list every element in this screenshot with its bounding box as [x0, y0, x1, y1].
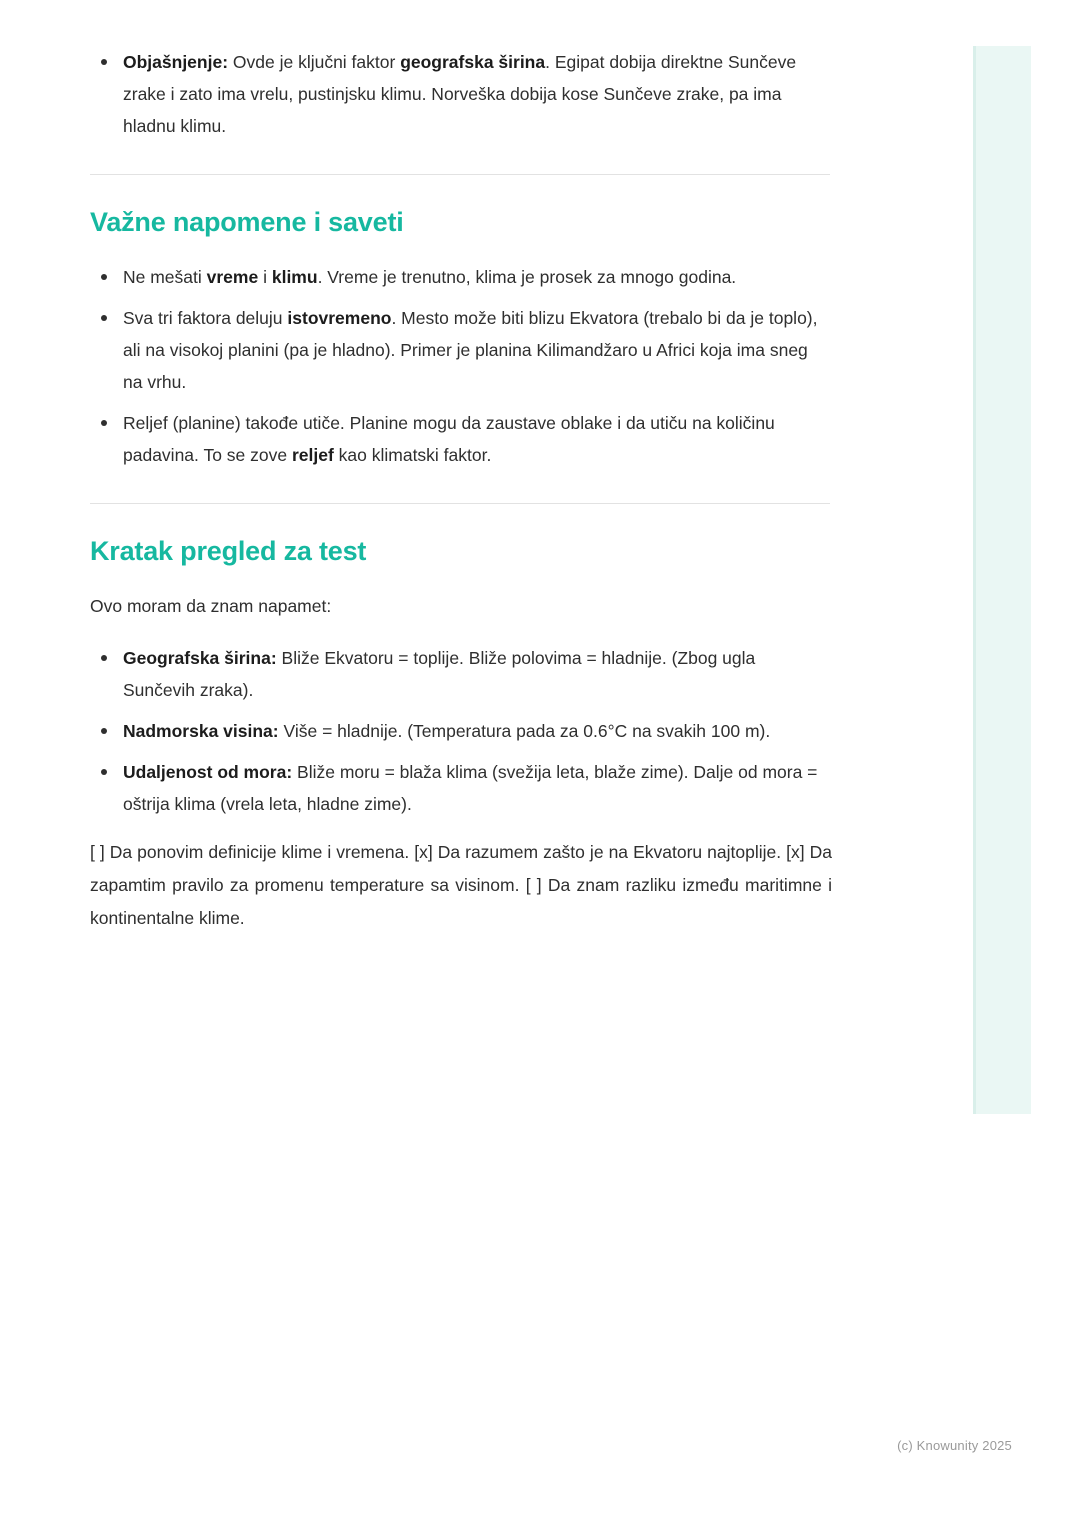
bullet-inline-bold: geografska širina — [400, 52, 546, 72]
note-text-2: . Mesto može biti blizu Ekvatora (trebalo bi da je toplo), ali na visokoj planini (pa je hladno). Primer je planina Kilimandžaro u Africi koja ima sneg na vrhu. — [123, 308, 818, 392]
note-text-1: Sva tri faktora deluju — [123, 308, 288, 328]
note-bold-1: vreme — [206, 267, 259, 287]
note-text-1: Reljef (planine) takođe utiče. Planine mogu da zaustave oblake i da utiču na količinu padavina. To se zove — [123, 413, 775, 465]
section-heading-notes: Važne napomene i saveti — [90, 207, 404, 237]
list-item — [90, 261, 832, 293]
note-text-2: i — [258, 267, 272, 287]
note-bold-1: istovremeno — [287, 308, 392, 328]
list-item — [90, 715, 832, 747]
side-accent-rail — [973, 46, 1031, 1114]
document-content — [90, 46, 832, 935]
notes-bullet-list — [90, 261, 832, 471]
bullet-label: Objašnjenje: — [123, 52, 229, 72]
note-text-1: Ne mešati — [123, 267, 207, 287]
review-label: Udaljenost od mora: — [123, 762, 293, 782]
list-item — [90, 302, 832, 398]
note-bold-2: klimu — [271, 267, 318, 287]
review-intro-text: Ovo moram da znam napamet: — [90, 596, 332, 616]
page-footer-copyright: (c) Knowunity 2025 — [897, 1438, 1012, 1453]
review-bullet-list — [90, 642, 832, 820]
bullet-text-2: . Egipat dobija direktne Sunčeve zrake i zato ima vrelu, pustinjsku klimu. Norveška dobija kose Sunčeve zrake, pa ima hladnu klimu. — [123, 52, 797, 136]
review-text: Bliže moru = blaža klima (svežija leta, blaže zime). Dalje od mora = oštrija klima (vrela leta, hladne zime). — [123, 762, 818, 814]
section-divider — [90, 174, 830, 175]
review-text: Više = hladnije. (Temperatura pada za 0.6°C na svakih 100 m). — [278, 721, 771, 741]
review-label: Nadmorska visina: — [123, 721, 279, 741]
note-bold-1: reljef — [291, 445, 334, 465]
list-item — [90, 642, 832, 706]
side-accent-rail-edge — [973, 46, 976, 1114]
checklist-paragraph: [ ] Da ponovim definicije klime i vremena. [x] Da razumem zašto je na Ekvatoru najtoplije. [x] Da zapamtim pravilo za promenu temperature sa visinom. [ ] Da znam razliku između maritimne i kontinentalne klime. — [90, 842, 832, 928]
list-item — [90, 46, 832, 142]
note-text-2: kao klimatski faktor. — [333, 445, 492, 465]
section-divider — [90, 503, 830, 504]
section-heading-review: Kratak pregled za test — [90, 536, 367, 566]
explanation-bullet-list — [90, 46, 832, 142]
review-text: Bliže Ekvatoru = toplije. Bliže polovima = hladnije. (Zbog ugla Sunčevih zraka). — [123, 648, 756, 700]
bullet-text-1: Ovde je ključni faktor — [228, 52, 401, 72]
list-item — [90, 756, 832, 820]
review-label: Geografska širina: — [123, 648, 277, 668]
note-text-3: . Vreme je trenutno, klima je prosek za mnogo godina. — [317, 267, 737, 287]
list-item — [90, 407, 832, 471]
